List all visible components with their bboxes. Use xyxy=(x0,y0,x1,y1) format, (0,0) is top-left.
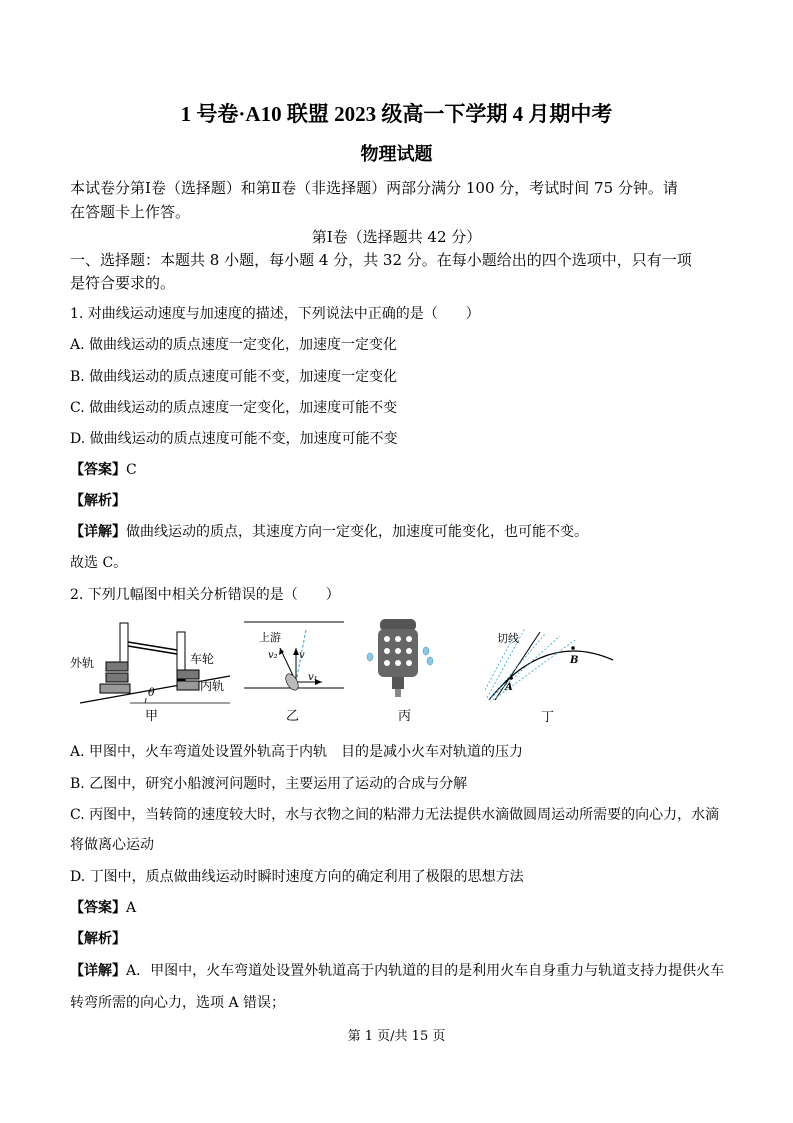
q2-option-d: D. 丁图中，质点做曲线运动时瞬时速度方向的确定利用了极限的思想方法 xyxy=(70,869,524,885)
figure-bing xyxy=(360,615,440,705)
detail-label: 【详解】 xyxy=(70,963,126,979)
detail-label: 【详解】 xyxy=(70,524,126,540)
q1-option-d: D. 做曲线运动的质点速度可能不变，加速度可能不变 xyxy=(70,431,398,447)
caption-yi: 乙 xyxy=(286,709,300,724)
label-outer-rail: 外轨 xyxy=(70,656,95,670)
q2-stem: 2. 下列几幅图中相关分析错误的是（ ） xyxy=(70,587,340,603)
q1-option-b: B. 做曲线运动的质点速度可能不变，加速度一定变化 xyxy=(70,369,398,385)
intro-line-2: 在答题卡上作答。 xyxy=(70,203,191,221)
label-tangent: 切线 xyxy=(497,632,519,645)
label-v1: v₁ xyxy=(308,672,318,683)
q2-option-c-cont: 将做离心运动 xyxy=(70,837,154,853)
q2-option-a: A. 甲图中，火车弯道处设置外轨高于内轨 目的是减小火车对轨道的压力 xyxy=(70,744,524,760)
answer-label: 【答案】 xyxy=(70,900,126,916)
label-theta: θ xyxy=(148,686,155,699)
q2-analysis-label: 【解析】 xyxy=(70,931,126,947)
section-instruction-2: 是符合要求的。 xyxy=(70,274,176,292)
page-footer: 第 1 页/共 15 页 xyxy=(347,1029,446,1044)
label-v: v xyxy=(299,650,305,661)
figure-ding xyxy=(485,620,615,710)
detail-text: A．甲图中，火车弯道处设置外轨道高于内轨道的目的是利用火车自身重力与轨道支持力提供火车 xyxy=(126,963,725,979)
label-point-b: B xyxy=(570,655,579,666)
label-inner-rail: 内轨 xyxy=(200,679,225,693)
q2-option-b: B. 乙图中，研究小船渡河问题时，主要运用了运动的合成与分解 xyxy=(70,776,468,792)
q2-detail-line-1 xyxy=(70,960,724,980)
label-v2: v₂ xyxy=(268,650,278,661)
section-heading: 第Ⅰ卷（选择题共 42 分） xyxy=(311,228,482,246)
label-point-a: A xyxy=(505,682,513,693)
q2-detail-line-2: 转弯所需的向心力，选项 A 错误； xyxy=(70,995,286,1011)
answer-value: A xyxy=(126,900,137,916)
exam-title: 1 号卷·A10 联盟 2023 级高一下学期 4 月期中考 xyxy=(180,102,613,126)
q1-conclusion: 故选 C。 xyxy=(70,555,128,571)
q2-answer xyxy=(70,897,136,917)
section-instruction-1: 一、选择题：本题共 8 小题，每小题 4 分，共 32 分。在每小题给出的四个选项中，只有一项 xyxy=(70,251,692,269)
caption-bing: 丙 xyxy=(398,709,412,724)
answer-label: 【答案】 xyxy=(70,462,126,478)
q1-option-a: A. 做曲线运动的质点速度一定变化，加速度一定变化 xyxy=(70,337,398,353)
figure-yi xyxy=(244,618,349,698)
q1-option-c: C. 做曲线运动的质点速度一定变化，加速度可能不变 xyxy=(70,400,398,416)
detail-text: 做曲线运动的质点，其速度方向一定变化，加速度可能变化，也可能不变。 xyxy=(126,524,588,540)
intro-line-1: 本试卷分第Ⅰ卷（选择题）和第Ⅱ卷（非选择题）两部分满分 100 分，考试时间 75 分钟。请 xyxy=(70,179,678,197)
q1-detail xyxy=(70,521,588,541)
answer-value: C xyxy=(126,462,137,478)
label-upstream: 上游 xyxy=(259,631,281,644)
label-wheel: 车轮 xyxy=(190,652,215,666)
caption-ding: 丁 xyxy=(541,710,555,725)
q1-stem: 1. 对曲线运动速度与加速度的描述，下列说法中正确的是（ ） xyxy=(70,306,480,322)
caption-jia: 甲 xyxy=(145,709,159,724)
q1-analysis-label: 【解析】 xyxy=(70,493,126,509)
figure-jia xyxy=(70,618,235,708)
q1-answer xyxy=(70,459,137,479)
subject-title: 物理试题 xyxy=(360,144,433,165)
q2-option-c: C. 丙图中，当转筒的速度较大时，水与衣物之间的粘滞力无法提供水滴做圆周运动所需要的向心力，水滴 xyxy=(70,807,720,823)
